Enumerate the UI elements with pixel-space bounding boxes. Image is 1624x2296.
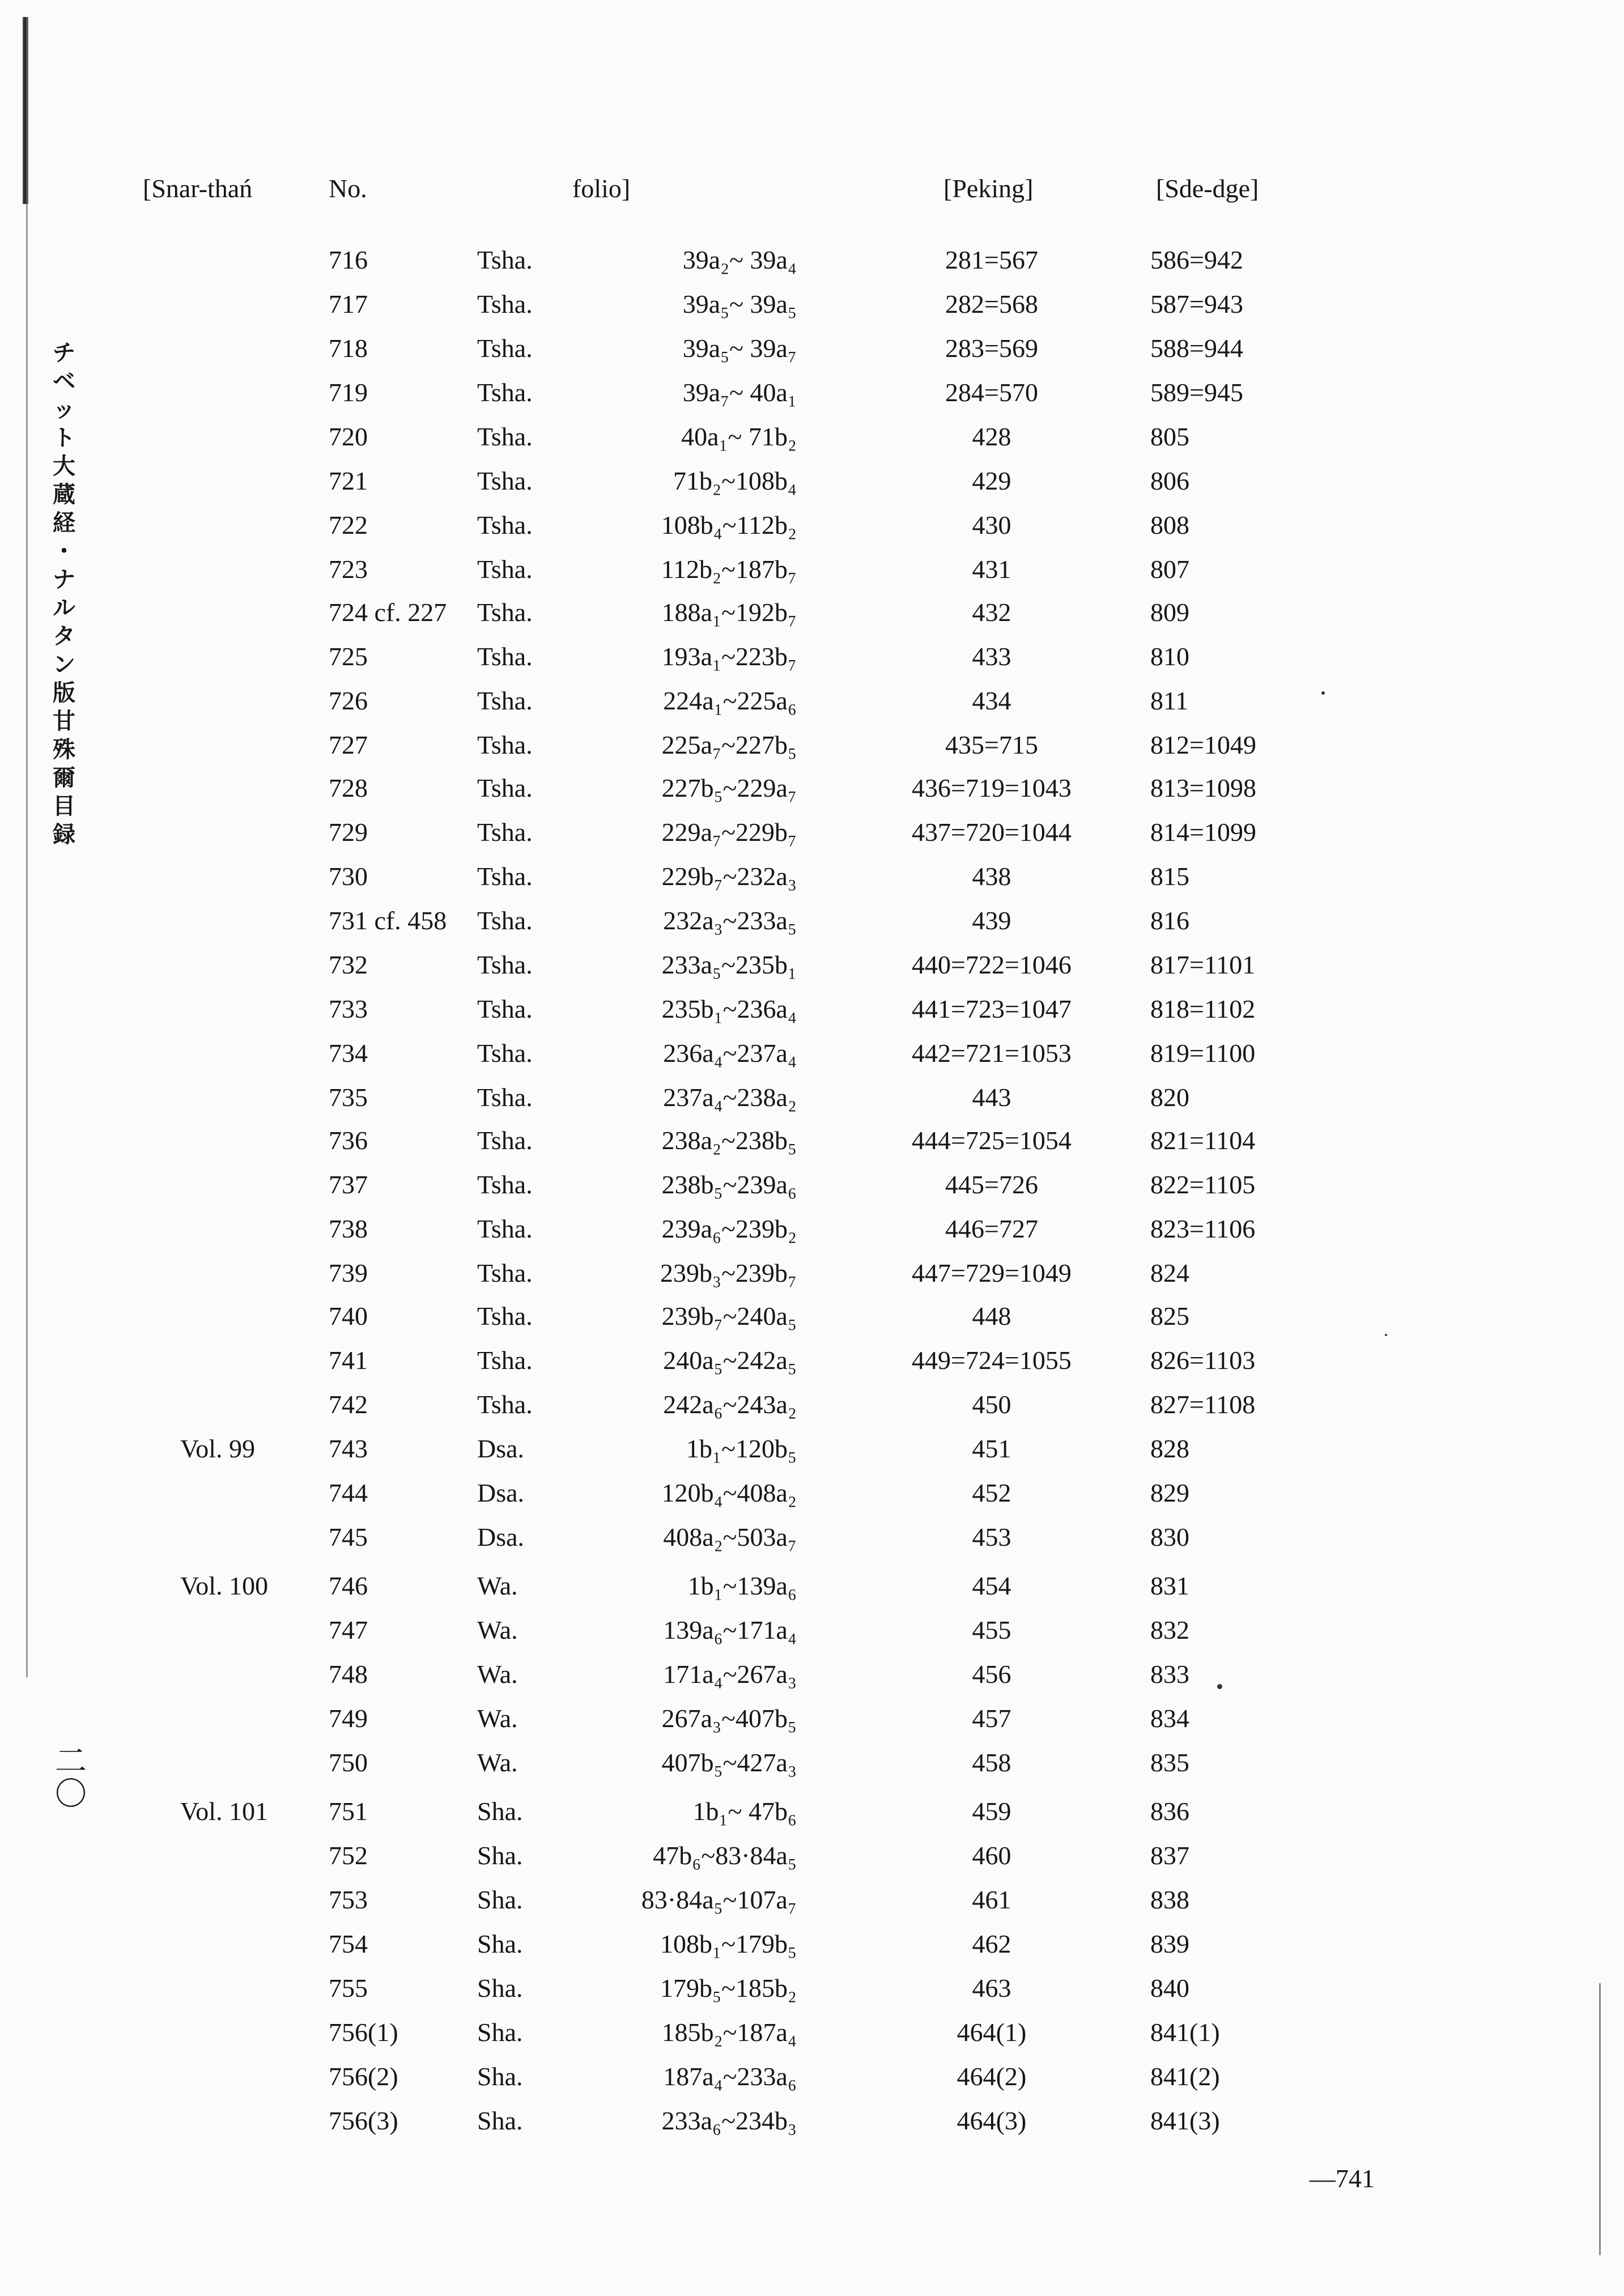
- row-section: Tsha.: [477, 466, 533, 495]
- row-section: Tsha.: [477, 642, 533, 671]
- row-sdedge: 838: [1150, 1885, 1189, 1914]
- ink-speck: [1385, 1334, 1387, 1336]
- row-sdedge: 587=943: [1150, 290, 1243, 318]
- row-volume: Vol. 99: [180, 1434, 256, 1463]
- row-section: Tsha.: [477, 1170, 533, 1199]
- table-row: [0, 1522, 1624, 1562]
- row-peking: 443: [972, 1083, 1011, 1112]
- row-section: Sha.: [477, 1974, 523, 2002]
- row-sdedge: 841(2): [1150, 2062, 1220, 2091]
- row-peking: 448: [972, 1302, 1011, 1330]
- row-sdedge: 835: [1150, 1748, 1189, 1777]
- row-section: Tsha.: [477, 555, 533, 584]
- row-peking: 463: [972, 1974, 1011, 2002]
- row-folio: 39a₇~ 40a₁: [682, 378, 797, 407]
- row-folio: 239b₃~239b₇: [660, 1258, 797, 1287]
- row-section: Sha.: [477, 1797, 523, 1826]
- row-number: 732: [329, 950, 368, 979]
- row-peking: 447=729=1049: [912, 1258, 1072, 1287]
- row-sdedge: 589=945: [1150, 378, 1243, 407]
- row-sdedge: 839: [1150, 1929, 1189, 1958]
- row-number: 737: [329, 1170, 368, 1199]
- row-folio: 408a₂~503a₇: [663, 1523, 797, 1551]
- row-section: Tsha.: [477, 598, 533, 627]
- row-folio: 1b₁~ 47b₆: [692, 1797, 797, 1826]
- row-sdedge: 811: [1150, 686, 1189, 715]
- table-row: [0, 1125, 1624, 1165]
- row-section: Tsha.: [477, 773, 533, 802]
- row-number: 725: [329, 642, 368, 671]
- row-folio: 239b₇~240a₅: [661, 1302, 797, 1330]
- row-section: Sha.: [477, 1885, 523, 1914]
- table-row: [0, 245, 1624, 284]
- row-sdedge: 841(1): [1150, 2018, 1220, 2047]
- row-number: 723: [329, 555, 368, 584]
- row-section: Wa.: [477, 1748, 518, 1777]
- row-number: 756(2): [329, 2062, 398, 2091]
- row-folio: 236a₄~237a₄: [663, 1039, 797, 1068]
- footer-page-number: —741: [1310, 2164, 1375, 2193]
- row-folio: 233a₅~235b₁: [661, 950, 797, 979]
- row-section: Tsha.: [477, 730, 533, 759]
- row-peking: 283=569: [945, 334, 1038, 363]
- row-number: 753: [329, 1885, 368, 1914]
- row-peking: 450: [972, 1390, 1011, 1419]
- row-folio: 139a₆~171a₄: [663, 1615, 797, 1644]
- row-number: 720: [329, 422, 368, 451]
- row-sdedge: 837: [1150, 1841, 1189, 1870]
- row-sdedge: 833: [1150, 1660, 1189, 1689]
- row-peking: 446=727: [945, 1214, 1038, 1243]
- row-folio: 229b₇~232a₃: [661, 862, 797, 891]
- row-number: 742: [329, 1390, 368, 1419]
- row-sdedge: 834: [1150, 1704, 1189, 1733]
- table-row: [0, 377, 1624, 417]
- row-number: 741: [329, 1346, 368, 1375]
- row-peking: 284=570: [945, 378, 1038, 407]
- row-section: Tsha.: [477, 378, 533, 407]
- row-section: Sha.: [477, 1929, 523, 1958]
- row-peking: 455: [972, 1615, 1011, 1644]
- row-section: Sha.: [477, 2062, 523, 2091]
- row-peking: 431: [972, 555, 1011, 584]
- table-row: [0, 994, 1624, 1034]
- row-folio: 39a₅~ 39a₇: [682, 334, 797, 363]
- row-sdedge: 812=1049: [1150, 730, 1256, 759]
- row-peking: 440=722=1046: [912, 950, 1072, 979]
- table-row: [0, 1885, 1624, 1924]
- row-number: 749: [329, 1704, 368, 1733]
- table-row: [0, 1571, 1624, 1610]
- row-sdedge: 814=1099: [1150, 818, 1256, 847]
- row-folio: 112b₂~187b₇: [661, 555, 797, 584]
- row-sdedge: 817=1101: [1150, 950, 1256, 979]
- row-sdedge: 820: [1150, 1083, 1189, 1112]
- row-peking: 457: [972, 1704, 1011, 1733]
- table-row: [0, 2017, 1624, 2057]
- row-peking: 432: [972, 598, 1011, 627]
- row-peking: 436=719=1043: [912, 773, 1072, 802]
- row-sdedge: 807: [1150, 555, 1189, 584]
- table-row: [0, 1973, 1624, 2013]
- row-sdedge: 806: [1150, 466, 1189, 495]
- row-volume: Vol. 100: [180, 1571, 269, 1600]
- row-sdedge: 840: [1150, 1974, 1189, 2002]
- row-section: Tsha.: [477, 511, 533, 539]
- row-folio: 193a₁~223b₇: [661, 642, 797, 671]
- table-row: [0, 730, 1624, 769]
- row-sdedge: 818=1102: [1150, 994, 1256, 1023]
- row-peking: 458: [972, 1748, 1011, 1777]
- row-number: 756(3): [329, 2106, 398, 2135]
- row-folio: 235b₁~236a₄: [661, 994, 797, 1023]
- row-sdedge: 816: [1150, 906, 1189, 935]
- row-sdedge: 822=1105: [1150, 1170, 1256, 1199]
- row-peking: 281=567: [945, 245, 1038, 274]
- row-number: 745: [329, 1523, 368, 1551]
- row-section: Tsha.: [477, 245, 533, 274]
- table-row: [0, 686, 1624, 725]
- table-row: [0, 1747, 1624, 1787]
- row-peking: 434: [972, 686, 1011, 715]
- row-sdedge: 813=1098: [1150, 773, 1256, 802]
- row-sdedge: 825: [1150, 1302, 1189, 1330]
- row-folio: 179b₅~185b₂: [660, 1974, 797, 2002]
- row-folio: 120b₄~408a₂: [661, 1478, 797, 1507]
- row-peking: 433: [972, 642, 1011, 671]
- row-folio: 242a₆~243a₂: [663, 1390, 797, 1419]
- row-folio: 240a₅~242a₅: [663, 1346, 797, 1375]
- row-number: 730: [329, 862, 368, 891]
- row-sdedge: 808: [1150, 511, 1189, 539]
- table-row: [0, 1258, 1624, 1298]
- row-peking: 464(1): [956, 2018, 1027, 2047]
- row-peking: 430: [972, 511, 1011, 539]
- row-number: 734: [329, 1039, 368, 1068]
- row-peking: 435=715: [945, 730, 1038, 759]
- row-folio: 238b₅~239a₆: [661, 1170, 797, 1199]
- row-peking: 462: [972, 1929, 1011, 1958]
- row-sdedge: 829: [1150, 1478, 1189, 1507]
- row-sdedge: 823=1106: [1150, 1214, 1256, 1243]
- row-folio: 407b₅~427a₃: [661, 1748, 797, 1777]
- table-row: [0, 1796, 1624, 1836]
- table-row: [0, 510, 1624, 550]
- row-peking: 439: [972, 906, 1011, 935]
- row-number: 751: [329, 1797, 368, 1826]
- row-sdedge: 815: [1150, 862, 1189, 891]
- row-sdedge: 826=1103: [1150, 1346, 1256, 1375]
- table-row: [0, 1345, 1624, 1385]
- header-folio: folio]: [572, 174, 631, 203]
- row-peking: 452: [972, 1478, 1011, 1507]
- binding-shadow: [23, 17, 28, 204]
- table-row: [0, 2106, 1624, 2145]
- row-peking: 441=723=1047: [912, 994, 1072, 1023]
- row-number: 738: [329, 1214, 368, 1243]
- row-number: 736: [329, 1126, 368, 1155]
- table-row: [0, 1389, 1624, 1429]
- row-section: Sha.: [477, 1841, 523, 1870]
- row-peking: 453: [972, 1523, 1011, 1551]
- row-volume: Vol. 101: [180, 1797, 269, 1826]
- row-section: Sha.: [477, 2018, 523, 2047]
- row-number: 755: [329, 1974, 368, 2002]
- row-number: 722: [329, 511, 368, 539]
- table-row: [0, 1434, 1624, 1473]
- table-row: [0, 1659, 1624, 1699]
- row-number: 716: [329, 245, 368, 274]
- row-section: Tsha.: [477, 1258, 533, 1287]
- row-section: Tsha.: [477, 818, 533, 847]
- row-folio: 39a₅~ 39a₅: [682, 290, 797, 318]
- row-number: 729: [329, 818, 368, 847]
- row-section: Tsha.: [477, 994, 533, 1023]
- ink-speck: [1217, 1684, 1222, 1689]
- row-sdedge: 810: [1150, 642, 1189, 671]
- row-folio: 83·84a₅~107a₇: [641, 1885, 797, 1914]
- row-folio: 233a₆~234b₃: [661, 2106, 797, 2135]
- table-row: [0, 1615, 1624, 1655]
- row-number: 748: [329, 1660, 368, 1689]
- header-sdedge: [Sde-dge]: [1156, 174, 1259, 203]
- row-number: 739: [329, 1258, 368, 1287]
- row-folio: 267a₃~407b₅: [661, 1704, 797, 1733]
- row-folio: 108b₁~179b₅: [660, 1929, 797, 1958]
- row-folio: 229a₇~229b₇: [661, 818, 797, 847]
- row-number: 721: [329, 466, 368, 495]
- row-number: 717: [329, 290, 368, 318]
- row-peking: 428: [972, 422, 1011, 451]
- row-section: Wa.: [477, 1571, 518, 1600]
- row-number: 747: [329, 1615, 368, 1644]
- row-sdedge: 819=1100: [1150, 1039, 1256, 1068]
- row-folio: 1b₁~139a₆: [687, 1571, 797, 1600]
- ink-speck: [1321, 691, 1325, 695]
- row-sdedge: 832: [1150, 1615, 1189, 1644]
- row-number: 731 cf. 458: [329, 906, 447, 935]
- table-row: [0, 1840, 1624, 1880]
- table-row: [0, 289, 1624, 329]
- row-number: 744: [329, 1478, 368, 1507]
- row-folio: 187a₄~233a₆: [663, 2062, 797, 2091]
- row-sdedge: 830: [1150, 1523, 1189, 1551]
- table-row: [0, 861, 1624, 901]
- row-folio: 39a₂~ 39a₄: [682, 245, 797, 274]
- row-number: 724 cf. 227: [329, 598, 447, 627]
- row-peking: 442=721=1053: [912, 1039, 1072, 1068]
- row-folio: 224a₁~225a₆: [663, 686, 797, 715]
- row-peking: 429: [972, 466, 1011, 495]
- table-row: [0, 554, 1624, 594]
- row-sdedge: 821=1104: [1150, 1126, 1256, 1155]
- row-peking: 437=720=1044: [912, 818, 1072, 847]
- row-section: Tsha.: [477, 334, 533, 363]
- table-row: [0, 1038, 1624, 1078]
- row-folio: 238a₂~238b₅: [661, 1126, 797, 1155]
- row-peking: 464(3): [956, 2106, 1027, 2135]
- vertical-page-number: 二 〇: [55, 1743, 87, 1813]
- row-section: Tsha.: [477, 906, 533, 935]
- row-folio: 188a₁~192b₇: [661, 598, 797, 627]
- row-sdedge: 836: [1150, 1797, 1189, 1826]
- row-number: 733: [329, 994, 368, 1023]
- row-section: Tsha.: [477, 862, 533, 891]
- header-no: No.: [329, 174, 367, 203]
- row-peking: 438: [972, 862, 1011, 891]
- row-peking: 456: [972, 1660, 1011, 1689]
- row-section: Tsha.: [477, 686, 533, 715]
- row-sdedge: 588=944: [1150, 334, 1243, 363]
- row-number: 746: [329, 1571, 368, 1600]
- row-folio: 232a₃~233a₅: [663, 906, 797, 935]
- row-folio: 239a₆~239b₂: [661, 1214, 797, 1243]
- row-number: 719: [329, 378, 368, 407]
- row-number: 756(1): [329, 2018, 398, 2047]
- row-peking: 460: [972, 1841, 1011, 1870]
- row-number: 718: [329, 334, 368, 363]
- table-row: [0, 1170, 1624, 1209]
- table-row: [0, 641, 1624, 681]
- header-snarthang: [Snar-thań: [143, 174, 253, 203]
- row-sdedge: 841(3): [1150, 2106, 1220, 2135]
- header-peking: [Peking]: [943, 174, 1034, 203]
- row-section: Tsha.: [477, 950, 533, 979]
- table-row: [0, 2061, 1624, 2101]
- row-peking: 454: [972, 1571, 1011, 1600]
- row-folio: 47b₆~83·84a₅: [653, 1841, 797, 1870]
- row-section: Tsha.: [477, 1214, 533, 1243]
- row-sdedge: 828: [1150, 1434, 1189, 1463]
- table-row: [0, 1301, 1624, 1341]
- table-row: [0, 905, 1624, 945]
- row-folio: 71b₂~108b₄: [673, 466, 797, 495]
- vertical-running-title: チ ベ ッ ト 大 蔵 経 ・ ナ ル タ ン 版 甘 殊 爾 目 録: [53, 340, 75, 848]
- table-row: [0, 950, 1624, 989]
- row-number: 735: [329, 1083, 368, 1112]
- row-peking: 461: [972, 1885, 1011, 1914]
- row-sdedge: 586=942: [1150, 245, 1243, 274]
- row-section: Tsha.: [477, 1390, 533, 1419]
- row-section: Wa.: [477, 1704, 518, 1733]
- table-row: [0, 817, 1624, 857]
- row-number: 752: [329, 1841, 368, 1870]
- table-row: [0, 333, 1624, 373]
- row-section: Tsha.: [477, 1083, 533, 1112]
- row-number: 743: [329, 1434, 368, 1463]
- table-row: [0, 1478, 1624, 1517]
- row-number: 740: [329, 1302, 368, 1330]
- table-row: [0, 1703, 1624, 1743]
- row-folio: 225a₇~227b₅: [661, 730, 797, 759]
- row-section: Wa.: [477, 1660, 518, 1689]
- row-peking: 459: [972, 1797, 1011, 1826]
- row-folio: 40a₁~ 71b₂: [681, 422, 797, 451]
- table-row: [0, 597, 1624, 637]
- row-peking: 449=724=1055: [912, 1346, 1072, 1375]
- row-peking: 445=726: [945, 1170, 1038, 1199]
- row-number: 754: [329, 1929, 368, 1958]
- row-sdedge: 827=1108: [1150, 1390, 1256, 1419]
- row-section: Tsha.: [477, 1039, 533, 1068]
- row-folio: 108b₄~112b₂: [661, 511, 797, 539]
- row-section: Dsa.: [477, 1523, 525, 1551]
- row-number: 750: [329, 1748, 368, 1777]
- row-section: Sha.: [477, 2106, 523, 2135]
- row-sdedge: 809: [1150, 598, 1189, 627]
- row-folio: 237a₄~238a₂: [663, 1083, 797, 1112]
- table-row: [0, 1929, 1624, 1968]
- row-section: Wa.: [477, 1615, 518, 1644]
- row-section: Dsa.: [477, 1478, 525, 1507]
- row-section: Dsa.: [477, 1434, 525, 1463]
- row-folio: 185b₂~187a₄: [661, 2018, 797, 2047]
- table-row: [0, 422, 1624, 461]
- row-folio: 171a₄~267a₃: [663, 1660, 797, 1689]
- row-section: Tsha.: [477, 1126, 533, 1155]
- row-sdedge: 831: [1150, 1571, 1189, 1600]
- table-row: [0, 466, 1624, 505]
- row-sdedge: 824: [1150, 1258, 1189, 1287]
- row-number: 727: [329, 730, 368, 759]
- row-section: Tsha.: [477, 290, 533, 318]
- row-peking: 444=725=1054: [912, 1126, 1072, 1155]
- row-section: Tsha.: [477, 422, 533, 451]
- table-row: [0, 773, 1624, 813]
- row-folio: 227b₅~229a₇: [661, 773, 797, 802]
- row-number: 726: [329, 686, 368, 715]
- row-section: Tsha.: [477, 1346, 533, 1375]
- row-sdedge: 805: [1150, 422, 1189, 451]
- row-number: 728: [329, 773, 368, 802]
- row-section: Tsha.: [477, 1302, 533, 1330]
- table-row: [0, 1214, 1624, 1253]
- row-peking: 464(2): [956, 2062, 1027, 2091]
- row-peking: 282=568: [945, 290, 1038, 318]
- table-row: [0, 1082, 1624, 1122]
- row-peking: 451: [972, 1434, 1011, 1463]
- row-folio: 1b₁~120b₅: [686, 1434, 797, 1463]
